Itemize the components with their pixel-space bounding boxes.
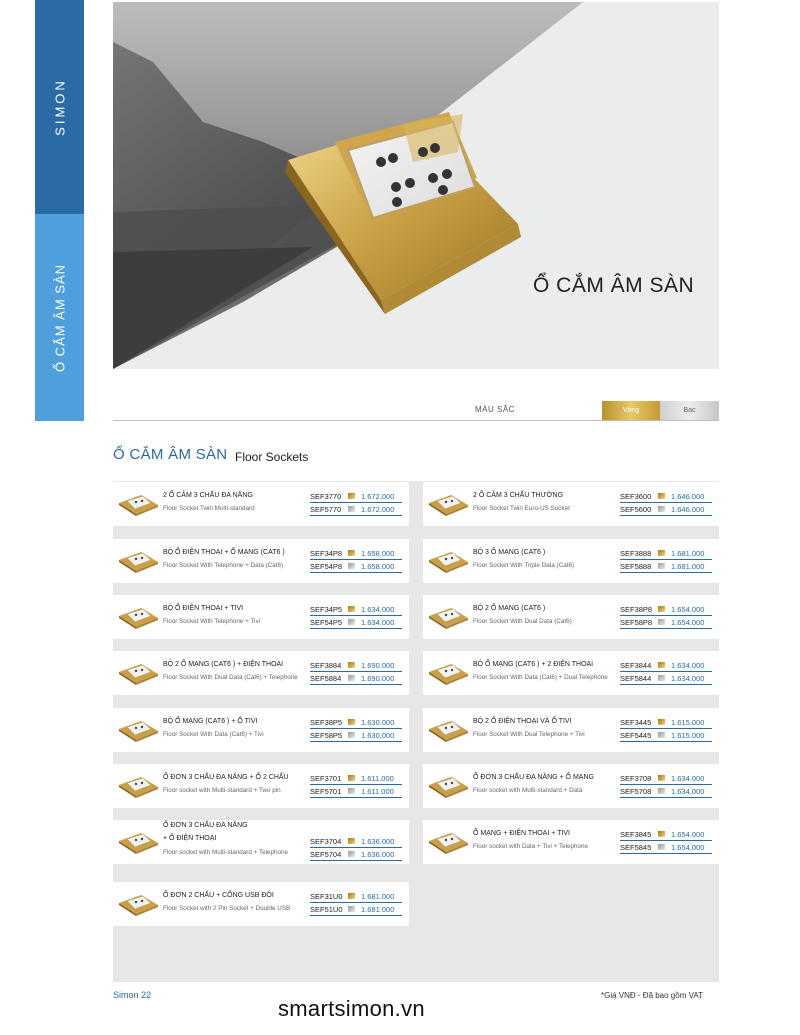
product-name: BỘ 2 Ổ ĐIỆN THOẠI VÀ Ổ TIVI	[473, 718, 572, 725]
product-thumbnail-icon	[427, 604, 470, 630]
code-gold: SEF3701	[310, 774, 342, 783]
price-underline	[310, 741, 402, 742]
price-gold: 1.634.000	[671, 774, 705, 783]
silver-swatch-icon	[348, 788, 355, 794]
silver-swatch-icon	[348, 619, 355, 625]
silver-swatch-icon	[348, 906, 355, 912]
price-gold: 1.658.000	[361, 549, 395, 558]
price-underline	[620, 559, 712, 560]
product-card	[113, 482, 409, 526]
product-description: Floor Socket With Dual Data (Cat6) + Telephone	[163, 674, 298, 681]
price-gold: 1.636.000	[361, 837, 395, 846]
code-silver: SEF54P5	[310, 618, 343, 627]
price-underline	[620, 628, 712, 629]
code-silver: SEF5884	[310, 674, 342, 683]
code-silver: SEF5704	[310, 850, 342, 859]
price-silver: 1.654.000	[671, 843, 705, 852]
price-underline	[620, 684, 712, 685]
product-card	[113, 539, 409, 583]
gold-swatch-icon	[658, 550, 665, 556]
product-card	[423, 820, 719, 864]
product-card	[423, 708, 719, 752]
product-thumbnail-icon	[117, 829, 160, 855]
code-silver: SEF5844	[620, 674, 652, 683]
product-name: Ổ ĐƠN 3 CHẤU ĐA NĂNG	[163, 822, 248, 829]
code-silver: SEF5445	[620, 731, 652, 740]
code-silver: SEF5701	[310, 787, 342, 796]
price-gold: 1.634.000	[671, 661, 705, 670]
price-gold: 1.690.000	[361, 661, 395, 670]
section-subtitle: Floor Sockets	[235, 450, 309, 464]
silver-swatch-icon	[658, 563, 665, 569]
price-underline	[620, 615, 712, 616]
code-silver: SEF58P8	[620, 618, 653, 627]
gold-swatch-icon	[348, 493, 355, 499]
price-underline	[620, 572, 712, 573]
swatch-gold	[602, 401, 660, 421]
price-gold: 1.681.000	[361, 892, 395, 901]
product-name: BỘ Ổ ĐIỆN THOẠI + Ổ MẠNG (CAT6 )	[163, 549, 285, 556]
product-card	[113, 820, 409, 864]
gold-swatch-icon	[348, 838, 355, 844]
product-description: Floor Socket with 2 Pin Socket + Double USB	[163, 905, 291, 912]
price-gold: 1.634.000	[361, 605, 395, 614]
price-silver: 1.634.000	[671, 674, 705, 683]
product-name: BỘ 3 Ổ MẠNG (CAT6 )	[473, 549, 546, 556]
price-underline	[310, 784, 402, 785]
code-gold: SEF3844	[620, 661, 652, 670]
price-underline	[620, 840, 712, 841]
product-thumbnail-icon	[427, 660, 470, 686]
code-silver: SEF5845	[620, 843, 652, 852]
brand-label: SIMON	[52, 78, 67, 136]
code-gold: SEF3445	[620, 718, 652, 727]
gold-swatch-icon	[348, 775, 355, 781]
price-silver: 1.681.000	[671, 562, 705, 571]
product-thumbnail-icon	[427, 491, 470, 517]
price-underline	[620, 797, 712, 798]
product-thumbnail-icon	[117, 548, 160, 574]
product-description: Floor socket with Multi-standard + Data	[473, 787, 583, 794]
price-underline	[620, 515, 712, 516]
silver-swatch-icon	[348, 732, 355, 738]
code-silver: SEF5600	[620, 505, 652, 514]
product-card	[423, 764, 719, 808]
price-silver: 1.672.000	[361, 505, 395, 514]
product-card	[423, 651, 719, 695]
price-underline	[620, 741, 712, 742]
price-underline	[310, 728, 402, 729]
product-description: Floor Socket With Data (Cat6) + Tivi	[163, 731, 264, 738]
code-silver: SEF5888	[620, 562, 652, 571]
code-gold: SEF34P5	[310, 605, 343, 614]
code-gold: SEF3845	[620, 830, 652, 839]
silver-swatch-icon	[348, 563, 355, 569]
price-gold: 1.654.000	[671, 830, 705, 839]
product-description: Floor Socket With Telephone + Tivi	[163, 618, 261, 625]
price-underline	[620, 671, 712, 672]
silver-swatch-icon	[348, 675, 355, 681]
gold-swatch-icon	[348, 550, 355, 556]
code-gold: SEF3884	[310, 661, 342, 670]
price-underline	[310, 572, 402, 573]
gold-swatch-icon	[658, 606, 665, 612]
hero-title: Ổ CẮM ÂM SÀN	[533, 274, 695, 297]
swatch-gold-label: Vàng	[622, 407, 640, 414]
price-underline	[310, 915, 402, 916]
price-silver: 1.646.000	[671, 505, 705, 514]
product-name: BỘ Ổ MẠNG (CAT6 ) + Ổ TIVI	[163, 718, 258, 725]
gold-swatch-icon	[658, 662, 665, 668]
silver-swatch-icon	[348, 851, 355, 857]
page-number: Simon 22	[113, 990, 152, 1000]
price-silver: 1.658.000	[361, 562, 395, 571]
product-description: Floor Socket Twin Multi-standard	[163, 505, 255, 512]
product-thumbnail-icon	[117, 660, 160, 686]
price-underline	[620, 853, 712, 854]
product-description: Floor Socket With Dual Data (Cat6)	[473, 618, 572, 625]
price-underline	[310, 847, 402, 848]
product-thumbnail-icon	[117, 491, 160, 517]
product-description: Floor Socket Twin Euro-US Socket	[473, 505, 570, 512]
product-card	[113, 595, 409, 639]
price-gold: 1.615.000	[671, 718, 705, 727]
price-silver: 1.630.000	[361, 731, 395, 740]
code-gold: SEF34P8	[310, 549, 343, 558]
price-underline	[310, 628, 402, 629]
price-silver: 1.634.000	[361, 618, 395, 627]
code-gold: SEF3704	[310, 837, 342, 846]
code-gold: SEF3600	[620, 492, 652, 501]
product-name: BỘ Ổ MẠNG (CAT6 ) + 2 ĐIỆN THOẠI	[473, 661, 594, 668]
product-thumbnail-icon	[427, 717, 470, 743]
gold-swatch-icon	[658, 493, 665, 499]
gold-swatch-icon	[348, 893, 355, 899]
product-description: Floor Socket With Triple Data (Cat6)	[473, 562, 575, 569]
product-description: Floor Socket With Telephone + Data (Cat6)	[163, 562, 284, 569]
product-description: Floor socket with Multi-standard + Two pin	[163, 787, 281, 794]
gold-swatch-icon	[658, 831, 665, 837]
product-name: BỘ 2 Ổ MẠNG (CAT6 )	[473, 605, 546, 612]
product-thumbnail-icon	[427, 829, 470, 855]
price-underline	[620, 728, 712, 729]
product-name: 2 Ổ CẮM 3 CHẤU ĐA NĂNG	[163, 492, 253, 499]
price-silver: 1.634.000	[671, 787, 705, 796]
divider	[113, 420, 719, 421]
gold-swatch-icon	[348, 662, 355, 668]
gold-swatch-icon	[348, 719, 355, 725]
price-underline	[310, 502, 402, 503]
price-gold: 1.630.000	[361, 718, 395, 727]
price-underline	[620, 784, 712, 785]
product-panel	[113, 481, 719, 982]
product-card	[113, 882, 409, 926]
product-card	[423, 595, 719, 639]
silver-swatch-icon	[658, 506, 665, 512]
gold-swatch-icon	[348, 606, 355, 612]
product-thumbnail-icon	[427, 548, 470, 574]
price-underline	[620, 502, 712, 503]
code-silver: SEF5770	[310, 505, 342, 514]
hero-banner	[113, 2, 719, 369]
price-silver: 1.611.000	[361, 787, 394, 796]
price-gold: 1.672.000	[361, 492, 395, 501]
product-description: Floor Socket With Dual Telephone + Tivi	[473, 731, 585, 738]
silver-swatch-icon	[658, 619, 665, 625]
silver-swatch-icon	[658, 732, 665, 738]
product-name: Ổ MẠNG + ĐIỆN THOẠI + TIVI	[473, 830, 570, 837]
code-gold: SEF31U0	[310, 892, 343, 901]
price-silver: 1.681.000	[361, 905, 395, 914]
code-silver: SEF51U0	[310, 905, 343, 914]
product-name: Ổ ĐƠN 3 CHẤU ĐA NĂNG + Ổ 2 CHẤU	[163, 774, 289, 781]
price-note: *Giá VNĐ - Đã bao gồm VAT	[601, 991, 703, 1000]
price-gold: 1.611.000	[361, 774, 394, 783]
price-underline	[310, 559, 402, 560]
product-card	[423, 482, 719, 526]
section-title: Ổ CẮM ÂM SÀN	[113, 446, 228, 463]
product-thumbnail-icon	[117, 604, 160, 630]
color-label: MÀU SẮC	[475, 405, 515, 414]
product-name: Ổ ĐƠN 3 CHẤU ĐA NĂNG + Ổ MẠNG	[473, 774, 594, 781]
product-name: 2 Ổ CẮM 3 CHẤU THƯỜNG	[473, 492, 564, 499]
category-label: Ổ CẮM ÂM SÀN	[52, 263, 67, 372]
price-gold: 1.654.000	[671, 605, 705, 614]
code-silver: SEF54P8	[310, 562, 343, 571]
product-thumbnail-icon	[117, 891, 160, 917]
swatch-silver	[660, 401, 719, 421]
product-name-line2: + Ổ ĐIỆN THOẠI	[163, 835, 217, 842]
product-name: Ổ ĐƠN 2 CHẤU + CỔNG USB ĐÔI	[163, 892, 274, 899]
code-gold: SEF38P5	[310, 718, 343, 727]
gold-swatch-icon	[658, 775, 665, 781]
price-underline	[310, 902, 402, 903]
price-silver: 1.654.000	[671, 618, 705, 627]
sidebar-category-band	[35, 214, 84, 421]
product-description: Floor socket with Data + Tivi + Telephone	[473, 843, 589, 850]
price-underline	[310, 684, 402, 685]
price-underline	[310, 615, 402, 616]
product-thumbnail-icon	[427, 773, 470, 799]
price-underline	[310, 860, 402, 861]
price-silver: 1.690.000	[361, 674, 395, 683]
hero-image	[113, 2, 719, 369]
code-silver: SEF58P5	[310, 731, 343, 740]
price-underline	[310, 797, 402, 798]
product-description: Floor socket with Multi-standard + Telephone	[163, 849, 289, 856]
product-thumbnail-icon	[117, 773, 160, 799]
product-card	[113, 708, 409, 752]
silver-swatch-icon	[658, 788, 665, 794]
product-description: Floor Socket With Data (Cat6) + Dual Telephone	[473, 674, 608, 681]
code-gold: SEF3708	[620, 774, 652, 783]
code-gold: SEF3770	[310, 492, 342, 501]
sidebar-brand-band	[35, 0, 84, 214]
silver-swatch-icon	[658, 675, 665, 681]
product-card	[423, 539, 719, 583]
code-gold: SEF38P8	[620, 605, 653, 614]
product-name: BỘ Ổ ĐIỆN THOẠI + TIVI	[163, 605, 244, 612]
silver-swatch-icon	[348, 506, 355, 512]
price-silver: 1.615.000	[671, 731, 705, 740]
code-silver: SEF5708	[620, 787, 652, 796]
product-card	[113, 764, 409, 808]
price-underline	[310, 515, 402, 516]
price-gold: 1.681.000	[671, 549, 705, 558]
product-name: BỘ 2 Ổ MẠNG (CAT6 ) + ĐIỆN THOẠI	[163, 661, 284, 668]
price-gold: 1.646.000	[671, 492, 705, 501]
swatch-silver-label: Bạc	[683, 407, 696, 414]
product-thumbnail-icon	[117, 717, 160, 743]
price-underline	[310, 671, 402, 672]
silver-swatch-icon	[658, 844, 665, 850]
gold-swatch-icon	[658, 719, 665, 725]
website-label: smartsimon.vn	[278, 996, 425, 1021]
price-silver: 1.636.000	[361, 850, 395, 859]
product-card	[113, 651, 409, 695]
code-gold: SEF3888	[620, 549, 652, 558]
